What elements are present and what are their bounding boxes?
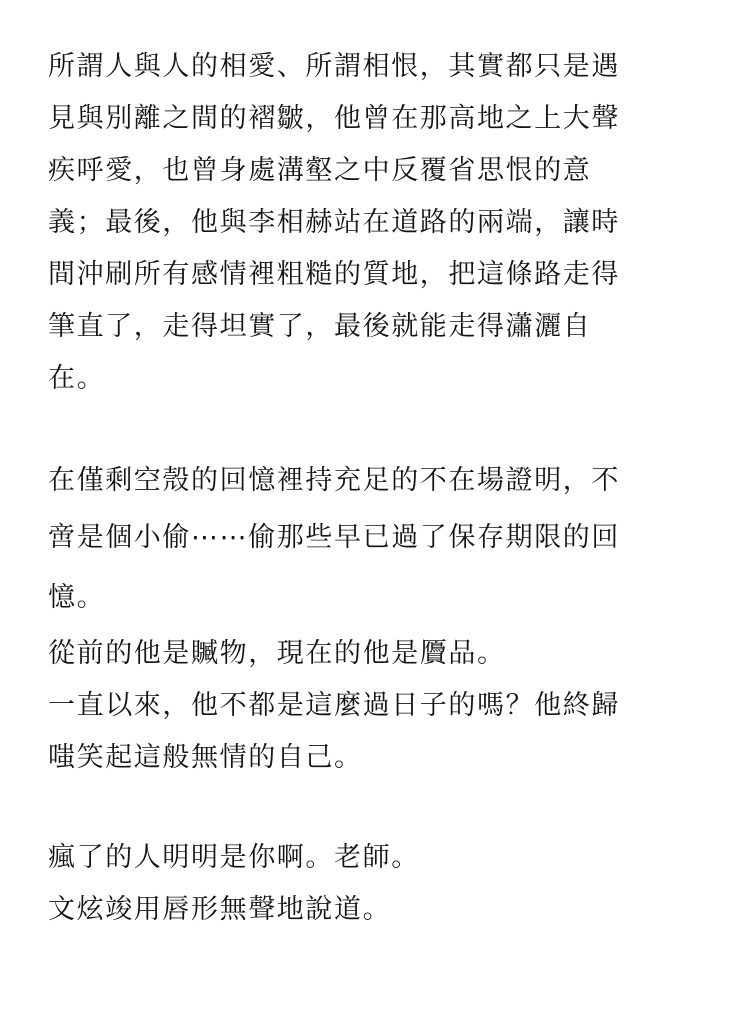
text-line: 啻是個小偷⋯⋯偷那些早已過了保存期限的回 [48,522,620,553]
text-line: 見與別離之間的褶皺，他曾在那高地之上大聲 [48,103,620,134]
text-line: 筆直了，走得坦實了，最後就能走得瀟灑自 [48,311,592,342]
text-line: 義；最後，他與李相赫站在道路的兩端，讓時 [48,207,620,238]
text-line: 在僅剩空殼的回憶裡持充足的不在場證明，不 [48,465,620,496]
text-line: 疾呼愛，也曾身處溝壑之中反覆省思恨的意 [48,155,592,186]
text-line: 間沖刷所有感情裡粗糙的質地，把這條路走得 [48,259,620,290]
text-line: 所謂人與人的相愛、所謂相恨，其實都只是遇 [48,51,620,82]
text-line: 從前的他是贓物，現在的他是贗品。 [48,638,506,669]
text-line: 文炫竣用唇形無聲地說道。 [48,894,392,925]
text-line: 一直以來，他不都是這麼過日子的嗎？他終歸 [48,690,620,721]
text-line: 瘋了的人明明是你啊。老師。 [48,842,420,873]
text-line: 嗤笑起這般無情的自己。 [48,742,363,773]
text-line: 在。 [48,363,106,394]
text-line: 憶。 [48,582,106,613]
